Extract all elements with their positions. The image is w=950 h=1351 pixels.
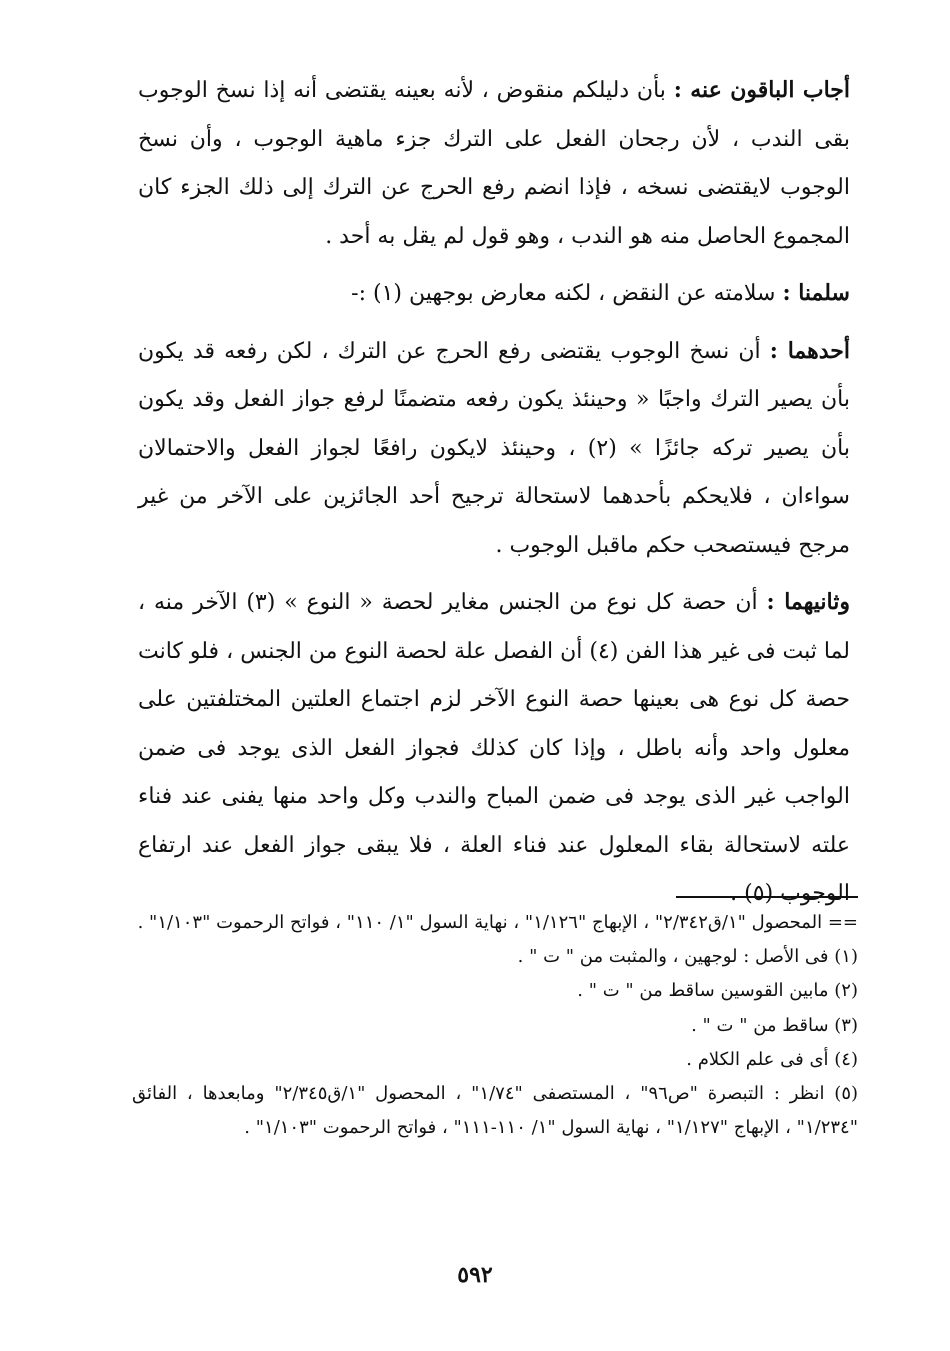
page-number: ٥٩٢ — [457, 1262, 493, 1288]
paragraph-text: بأن دليلكم منقوض ، لأنه بعينه يقتضى أنه إذا نسخ الوجوب بقى الندب ، لأن رجحان الفعل على الترك جزء ماهية الوجوب ، وأن نسخ الوجوب لايقتضى نسخه ، فإذا انضم رفع الحرج عن الترك إلى ذلك الجزء كان المجموع الحاصل منه هو الندب ، وهو قول لم يقل به أحد . — [138, 78, 850, 249]
paragraph-text: أن نسخ الوجوب يقتضى رفع الحرج عن الترك ، لكن رفعه قد يكون بأن يصير الترك واجبًا « وحينئذ يكون رفعه متضمنًا لرفع جواز الفعل وقد يكون بأن يصير تركه جائزًا » (٢) ، وحينئذ لايكون رافعًا لجواز الفعل والاحتمالان سواءان ، فلايحكم بأحدهما لاستحالة ترجيح أحد الجائزين على الآخر من غير مرجح فيستصحب حكم ماقبل الوجوب . — [138, 338, 850, 558]
footnotes — [132, 906, 858, 1145]
paragraph-lead: أجاب الباقون عنه : — [673, 77, 851, 103]
main-text — [138, 66, 850, 919]
paragraph-lead: أحدهما : — [769, 337, 850, 364]
paragraph-lead: وثانيهما : — [766, 589, 850, 615]
footnote-continuation: == المحصول "١/ق٢/٣٤٢" ، الإبهاج "١/١٢٦" ، نهاية السول "١/ ١١٠" ، فواتح الرحموت "١/١٠٣" . — [137, 912, 858, 933]
footnote-5: (٥) انظر : التبصرة "ص٩٦" ، المستصفى "١/٧٤" ، المحصول "١/ق٢/٣٤٥" ومابعدها ، الفائق "١/٢٣٤" ، الإبهاج "١/١٢٧" ، نهاية السول "١/ ١١٠-١١١" ، فواتح الرحموت "١/١٠٣" . — [132, 1083, 859, 1139]
paragraph-second-aspect — [138, 578, 850, 919]
paragraph-response — [138, 66, 850, 261]
paragraph-lead: سلمنا : — [782, 280, 850, 306]
footnote-3: (٣) ساقط من " ت " . — [691, 1014, 858, 1036]
footnote-1: (١) فى الأصل : لوجهين ، والمثبت من " ت " . — [517, 946, 858, 968]
footnote-4: (٤) أى فى علم الكلام . — [686, 1048, 858, 1070]
paragraph-first-aspect — [138, 327, 850, 571]
paragraph-text: أن حصة كل نوع من الجنس مغاير لحصة « النوع » (٣) الآخر منه ، لما ثبت فى غير هذا الفن (٤) أن الفصل علة لحصة النوع من الجنس ، فلو كانت حصة كل نوع هى بعينها حصة النوع الآخر لزم اجتماع العلتين المختلفتين على معلول واحد وأنه باطل ، وإذا كان كذلك فجواز الفعل الذى يوجد فى ضمن الواجب غير الذى يوجد فى ضمن المباح والندب وكل واحد منها يفنى عند فناء علته لاستحالة بقاء المعلول عند فناء العلة ، فلا يبقى جواز الفعل عند ارتفاع الوجوب (٥) . — [138, 590, 850, 906]
paragraph-text: سلامته عن النقض ، لكنه معارض بوجهين (١) :- — [351, 281, 776, 306]
footnote-2: (٢) مابين القوسين ساقط من " ت " . — [577, 980, 858, 1002]
paragraph-concession — [138, 269, 850, 319]
footnote-separator — [676, 896, 858, 898]
